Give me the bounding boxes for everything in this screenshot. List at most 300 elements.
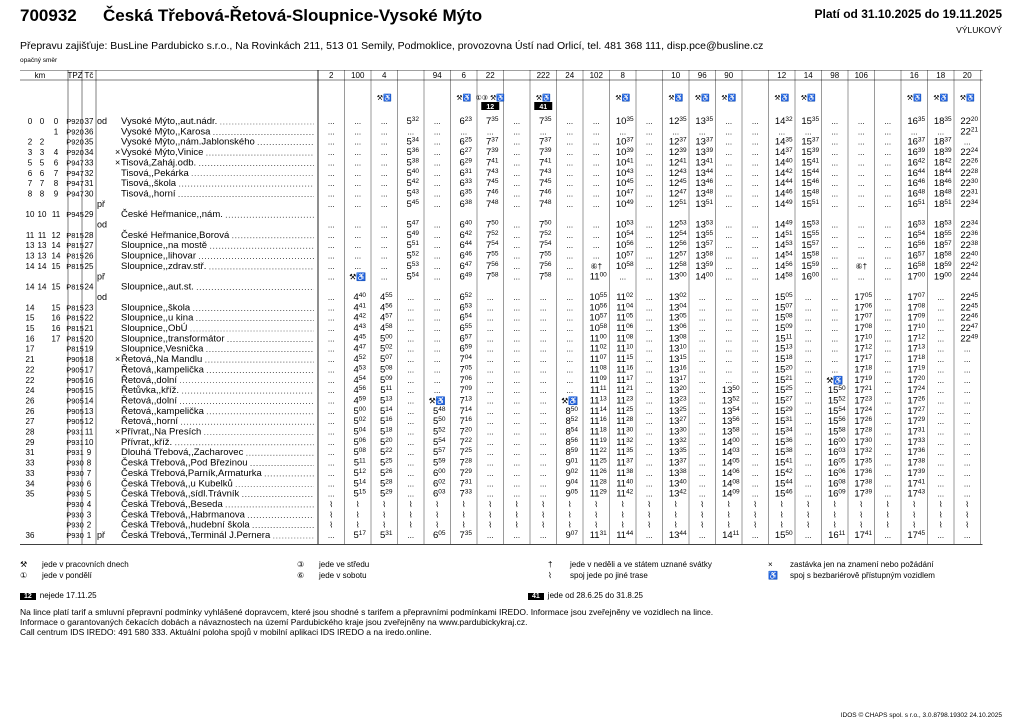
time-cell: ... — [566, 292, 574, 302]
departure-time: $13^{51}$ — [695, 198, 714, 210]
time-cell: ... — [486, 406, 494, 416]
time-cell: ... — [884, 313, 892, 323]
stop-name: Sloupnice,Vesnička — [121, 343, 204, 355]
departure-time: $7^{25}$ — [459, 447, 473, 459]
time-cell: ... — [486, 386, 494, 396]
request-stop-mark: × — [115, 157, 121, 168]
departure-time: $17^{13}$ — [907, 343, 926, 355]
time-cell: ... — [751, 531, 759, 540]
time-cell: ... — [857, 251, 865, 261]
departure-time: $17^{43}$ — [907, 488, 926, 500]
departure-time: $5^{25}$ — [379, 457, 393, 469]
time-cell: ... — [592, 220, 600, 230]
time-cell: ... — [539, 127, 547, 137]
time-cell: ... — [963, 531, 971, 540]
departure-time: $15^{48}$ — [801, 188, 820, 200]
departure-time: $17^{32}$ — [854, 447, 873, 459]
time-cell: ... — [751, 241, 759, 251]
trip-number: 100 — [351, 71, 365, 80]
departure-time: $11^{26}$ — [589, 467, 607, 479]
departure-time: $11^{42}$ — [616, 488, 634, 500]
km-value: 16 — [51, 313, 61, 323]
trip-badge: 12 — [486, 104, 495, 111]
departure-time: $22^{36}$ — [960, 229, 979, 241]
time-cell: ... — [433, 313, 441, 323]
time-cell: ... — [937, 334, 945, 344]
departure-time: $12^{39}$ — [668, 147, 687, 159]
departure-time: $22^{42}$ — [960, 260, 979, 272]
time-cell: ... — [698, 427, 706, 437]
time-cell: ⌇ — [594, 499, 599, 509]
departure-time: $11^{23}$ — [616, 395, 634, 407]
time-cell: ... — [831, 117, 839, 126]
time-cell: ... — [751, 344, 759, 354]
time-cell: ... — [486, 458, 494, 468]
km-value: 16 — [51, 324, 61, 333]
time-cell: ... — [645, 448, 653, 458]
time-cell: ... — [566, 117, 574, 126]
km-value: 14 — [25, 282, 35, 292]
time-cell: ... — [645, 148, 653, 158]
time-cell: ... — [937, 365, 945, 375]
departure-time: $22^{26}$ — [960, 157, 979, 169]
stop-name: České Heřmanice,,nám. — [121, 209, 223, 221]
time-cell: ... — [725, 220, 733, 230]
time-cell: ... — [407, 324, 415, 333]
time-cell: ... — [539, 324, 547, 333]
departure-time: $16^{46}$ — [907, 178, 926, 190]
time-cell: ... — [831, 241, 839, 251]
departure-time: $16^{06}$ — [827, 467, 846, 479]
departure-time: $15^{39}$ — [801, 147, 820, 159]
departure-time: $5^{54}$ — [406, 271, 420, 283]
km-value: 14 — [37, 282, 47, 292]
time-cell: ... — [804, 375, 812, 385]
departure-time: $14^{56}$ — [774, 260, 793, 272]
time-cell: ... — [884, 272, 892, 282]
departure-time: $17^{07}$ — [854, 312, 873, 324]
time-cell: ... — [354, 261, 362, 271]
badge-legend-item — [528, 591, 643, 600]
tc-value: 14 — [84, 396, 94, 406]
departure-time: $6^{42}$ — [459, 229, 473, 241]
departure-time: $13^{06}$ — [668, 323, 687, 334]
time-cell: ... — [645, 241, 653, 251]
time-cell: ... — [937, 489, 945, 499]
departure-time: $5^{18}$ — [379, 426, 393, 438]
departure-time: $7^{20}$ — [459, 426, 473, 438]
departure-time: $10^{58}$ — [589, 323, 608, 334]
time-cell: ... — [963, 468, 971, 478]
time-cell: ... — [831, 189, 839, 199]
time-cell: ⌇ — [647, 499, 652, 509]
departure-time: $11^{19}$ — [589, 436, 607, 448]
km-value: 35 — [25, 489, 35, 499]
time-cell: ... — [592, 251, 600, 261]
tc-value: 35 — [84, 137, 94, 147]
departure-time: $16^{56}$ — [907, 240, 926, 252]
time-cell: ... — [804, 468, 812, 478]
departure-time: $8^{54}$ — [565, 426, 579, 438]
departure-time: $8^{56}$ — [565, 436, 579, 448]
km-value: 7 — [53, 168, 59, 178]
time-cell: ⌇ — [912, 510, 917, 520]
departure-time: $17^{07}$ — [907, 291, 926, 303]
time-cell: ... — [327, 127, 335, 137]
departure-time: $14^{37}$ — [774, 147, 793, 159]
departure-time: $9^{05}$ — [565, 488, 579, 500]
time-cell: ... — [751, 324, 759, 333]
time-cell: ... — [884, 179, 892, 189]
departure-time: $15^{58}$ — [827, 426, 846, 438]
tc-value: 23 — [84, 303, 94, 313]
time-cell: ... — [645, 344, 653, 354]
time-cell: ... — [884, 448, 892, 458]
time-cell: ... — [725, 334, 733, 344]
time-cell: ... — [327, 417, 335, 427]
time-cell: ... — [433, 189, 441, 199]
departure-time: $7^{45}$ — [538, 178, 552, 190]
time-cell: ... — [513, 427, 521, 437]
time-cell: ... — [645, 324, 653, 333]
departure-time: $15^{59}$ — [801, 260, 820, 272]
time-cell: ⌇ — [382, 520, 387, 530]
time-cell: ... — [539, 479, 547, 489]
departure-time: $17^{39}$ — [907, 467, 926, 479]
departure-time: $11^{05}$ — [616, 312, 634, 324]
time-cell: ... — [380, 272, 388, 282]
time-cell: ... — [698, 303, 706, 313]
trip-number: 22 — [485, 71, 495, 80]
trip-number: 94 — [432, 71, 442, 80]
time-cell: ... — [407, 396, 415, 406]
time-cell: ... — [592, 158, 600, 168]
time-cell: ⌇ — [726, 499, 731, 509]
departure-time: $10^{57}$ — [615, 250, 634, 262]
trip-number: 24 — [565, 71, 575, 80]
time-cell: ... — [937, 313, 945, 323]
departure-time: $7^{41}$ — [538, 157, 552, 169]
km-value: 6 — [53, 158, 59, 168]
time-cell: ... — [751, 427, 759, 437]
time-cell: ⌇ — [647, 520, 652, 530]
time-cell: ⚒♿ — [826, 375, 844, 385]
departure-time: $11^{04}$ — [616, 302, 634, 314]
departure-time: $15^{37}$ — [801, 136, 820, 148]
tpz-value: P905 — [66, 396, 84, 406]
time-cell: ... — [751, 313, 759, 323]
departure-time: $6^{52}$ — [459, 291, 473, 303]
time-cell: ... — [513, 230, 521, 240]
departure-time: $7^{55}$ — [485, 250, 499, 262]
departure-time: $13^{44}$ — [668, 530, 687, 541]
km-value: 17 — [25, 344, 35, 354]
departure-time: $17^{18}$ — [907, 354, 926, 366]
tpz-value: P930 — [66, 520, 84, 530]
time-cell: ... — [539, 489, 547, 499]
time-cell: ⌇ — [620, 499, 625, 509]
time-cell: ... — [433, 344, 441, 354]
time-cell: ... — [645, 117, 653, 126]
departure-time: $13^{53}$ — [695, 219, 714, 231]
km-value: 3 — [39, 148, 45, 158]
time-cell: ... — [645, 365, 653, 375]
time-cell: ... — [354, 220, 362, 230]
time-cell: ... — [486, 344, 494, 354]
departure-time: $11^{07}$ — [589, 354, 607, 366]
time-cell: ... — [645, 334, 653, 344]
time-cell: ... — [327, 324, 335, 333]
time-cell: ... — [857, 189, 865, 199]
departure-time: $5^{51}$ — [406, 240, 420, 252]
note-connections: Informace o garantovaných čekacích dobách a návaznostech na území Pardubického kraje jsou zveřejněny na www.pardubickykraj.cz. — [20, 617, 528, 627]
departure-time: $13^{05}$ — [668, 312, 687, 324]
time-cell: ... — [884, 375, 892, 385]
departure-time: $5^{04}$ — [353, 426, 367, 438]
time-cell: ... — [539, 313, 547, 323]
opposite-direction-link[interactable]: opačný směr — [20, 57, 58, 64]
departure-time: $6^{55}$ — [459, 323, 473, 334]
time-cell: ... — [725, 168, 733, 178]
tpz-value: P947 — [66, 158, 84, 168]
departure-time: $15^{57}$ — [801, 240, 820, 252]
departure-time: $17^{33}$ — [907, 436, 926, 448]
km-value: 13 — [37, 251, 47, 261]
time-cell: ... — [433, 355, 441, 365]
time-cell: ... — [831, 220, 839, 230]
time-cell: ... — [513, 355, 521, 365]
departure-time: $7^{37}$ — [538, 136, 552, 148]
km-value: 17 — [51, 334, 61, 344]
time-cell: ... — [751, 386, 759, 396]
departure-time: $5^{22}$ — [379, 447, 393, 459]
stop-name: Sloupnice,,zdrav.stř. — [121, 260, 207, 272]
km-value: 10 — [25, 210, 35, 220]
time-cell: ... — [327, 117, 335, 126]
time-cell: ... — [884, 241, 892, 251]
tc-value: 31 — [84, 179, 94, 189]
time-cell: ⌇ — [567, 499, 572, 509]
note-call-centre: Call centrum IDS IREDO: 491 580 333. Aktuální poloha spojů v mobilní aplikaci IDS IREDO a na iredo.online. — [20, 627, 432, 637]
time-cell: ... — [354, 137, 362, 147]
departure-time: $12^{53}$ — [668, 219, 687, 231]
departure-time: $5^{28}$ — [379, 478, 393, 490]
time-cell: ... — [380, 230, 388, 240]
time-cell: ... — [831, 344, 839, 354]
time-cell: ... — [380, 117, 388, 126]
time-cell: ... — [486, 427, 494, 437]
time-cell: ... — [725, 241, 733, 251]
departure-time: $17^{10}$ — [907, 323, 926, 334]
time-cell: ... — [513, 344, 521, 354]
time-cell: ⌇ — [488, 510, 493, 520]
departure-time: $5^{16}$ — [379, 416, 393, 428]
time-cell: ... — [407, 127, 415, 137]
km-value: 12 — [51, 230, 61, 240]
departure-time: $17^{24}$ — [907, 385, 926, 397]
time-cell: ⌇ — [726, 510, 731, 520]
time-cell: ... — [645, 292, 653, 302]
notes — [20, 607, 1010, 637]
km-value: 10 — [37, 210, 47, 220]
departure-time: $22^{24}$ — [960, 147, 979, 159]
departure-time: $16^{39}$ — [907, 147, 926, 159]
time-cell: ... — [857, 179, 865, 189]
time-cell: ... — [963, 479, 971, 489]
time-cell: ... — [513, 489, 521, 499]
departure-time: $11^{29}$ — [589, 488, 607, 500]
departure-time: $10^{54}$ — [615, 229, 634, 241]
departure-time: $18^{53}$ — [933, 219, 952, 231]
time-cell: ... — [354, 117, 362, 126]
time-cell: ... — [804, 324, 812, 333]
time-cell: ... — [963, 386, 971, 396]
departure-time: $17^{41}$ — [854, 530, 873, 541]
time-cell: ... — [513, 375, 521, 385]
departure-time: $22^{45}$ — [960, 302, 979, 314]
stop-name: Sloupnice,,transformátor — [121, 333, 225, 345]
km-value: 6 — [39, 168, 45, 178]
departure-time: $9^{04}$ — [565, 478, 579, 490]
km-value: 15 — [25, 313, 35, 323]
time-cell: ... — [725, 199, 733, 209]
tc-value: 24 — [84, 282, 94, 292]
time-cell: ... — [486, 375, 494, 385]
time-cell: ... — [884, 251, 892, 261]
departure-time: $4^{58}$ — [379, 323, 393, 334]
departure-time: $22^{21}$ — [960, 126, 979, 138]
time-cell: ... — [433, 375, 441, 385]
time-cell: ... — [725, 272, 733, 282]
time-cell: ... — [566, 251, 574, 261]
departure-time: $17^{36}$ — [854, 467, 873, 479]
departure-time: $13^{02}$ — [668, 291, 687, 303]
arr-dep-marker: př — [97, 198, 106, 209]
time-cell: ... — [884, 199, 892, 209]
time-cell: ... — [380, 168, 388, 178]
time-cell: ⌇ — [673, 520, 678, 530]
time-cell: ... — [884, 117, 892, 126]
time-cell: ... — [884, 355, 892, 365]
time-cell: ... — [698, 448, 706, 458]
departure-time: $16^{03}$ — [827, 447, 846, 459]
time-cell: ... — [486, 334, 494, 344]
time-cell: ... — [486, 437, 494, 447]
departure-time: $7^{50}$ — [485, 219, 499, 231]
time-cell: ... — [539, 458, 547, 468]
time-cell: ... — [751, 458, 759, 468]
departure-time: $15^{46}$ — [774, 488, 793, 500]
departure-time: $14^{11}$ — [722, 530, 740, 541]
time-cell: ... — [566, 334, 574, 344]
legend-item — [297, 560, 369, 569]
time-cell: ... — [592, 230, 600, 240]
km-value: 15 — [51, 261, 61, 271]
time-cell: ... — [831, 334, 839, 344]
time-cell: ... — [513, 468, 521, 478]
departure-time: $15^{38}$ — [774, 447, 793, 459]
departure-time: $13^{32}$ — [668, 436, 687, 448]
time-cell: ... — [751, 365, 759, 375]
departure-time: $9^{07}$ — [565, 530, 579, 541]
departure-time: $15^{41}$ — [774, 457, 793, 469]
time-cell: ... — [407, 531, 415, 540]
departure-time: $10^{53}$ — [615, 219, 634, 231]
exclusion-label: VÝLUKOVÝ — [956, 25, 1002, 35]
departure-time: $5^{07}$ — [379, 354, 393, 366]
time-cell: ⌇ — [912, 499, 917, 509]
time-cell: ... — [645, 179, 653, 189]
time-cell: ... — [566, 303, 574, 313]
time-cell: ... — [486, 468, 494, 478]
departure-time: $4^{57}$ — [379, 312, 393, 324]
departure-time: $13^{46}$ — [695, 178, 714, 190]
departure-time: $7^{58}$ — [485, 271, 499, 283]
time-cell: ... — [592, 168, 600, 178]
departure-time: $16^{57}$ — [907, 250, 926, 262]
departure-time: $6^{38}$ — [459, 198, 473, 210]
tpz-value: P930 — [66, 499, 84, 509]
departure-time: $17^{39}$ — [854, 488, 873, 500]
time-cell: ... — [513, 117, 521, 126]
tpz-value: P920 — [66, 148, 84, 158]
km-value: 1 — [53, 127, 59, 137]
departure-time: $12^{37}$ — [668, 136, 687, 148]
stop-name: Tisová,,horní — [121, 188, 176, 200]
time-cell: ... — [884, 127, 892, 137]
departure-time: $16^{00}$ — [827, 436, 846, 448]
departure-time: $5^{02}$ — [379, 343, 393, 355]
tc-value: 21 — [84, 324, 94, 333]
km-value: 7 — [27, 179, 33, 189]
departure-time: $6^{40}$ — [459, 219, 473, 231]
time-cell: ⌇ — [885, 520, 890, 530]
time-cell: ⌇ — [620, 510, 625, 520]
time-cell: ... — [327, 272, 335, 282]
time-cell: ... — [645, 272, 653, 282]
departure-time: $7^{06}$ — [459, 374, 473, 386]
time-cell: ... — [698, 292, 706, 302]
departure-time: $15^{31}$ — [774, 416, 793, 428]
departure-time: $5^{20}$ — [379, 436, 393, 448]
time-cell: ... — [937, 396, 945, 406]
time-cell: ... — [539, 427, 547, 437]
time-cell: ... — [513, 158, 521, 168]
time-cell: ... — [354, 158, 362, 168]
time-cell: ... — [751, 251, 759, 261]
departure-time: $13^{23}$ — [668, 395, 687, 407]
time-cell: ... — [566, 220, 574, 230]
tpz-value: P905 — [66, 375, 84, 385]
time-cell: ⌇ — [461, 520, 466, 530]
time-cell: ... — [645, 468, 653, 478]
validity-period: Platí od 31.10.2025 do 19.11.2025 — [814, 7, 1002, 21]
time-cell: ⌇ — [461, 510, 466, 520]
time-cell: ... — [486, 355, 494, 365]
departure-time: $16^{54}$ — [907, 229, 926, 241]
departure-time: $15^{44}$ — [801, 167, 820, 179]
departure-time: $4^{59}$ — [353, 395, 367, 407]
time-cell: ... — [354, 179, 362, 189]
km-value: 0 — [53, 117, 59, 126]
time-cell: ... — [698, 313, 706, 323]
time-cell: ... — [513, 458, 521, 468]
time-cell: ... — [513, 334, 521, 344]
departure-time: $17^{05}$ — [854, 291, 873, 303]
departure-time: $19^{00}$ — [933, 271, 952, 283]
tpz-value: P930 — [66, 489, 84, 499]
trip-number: 14 — [803, 71, 813, 80]
